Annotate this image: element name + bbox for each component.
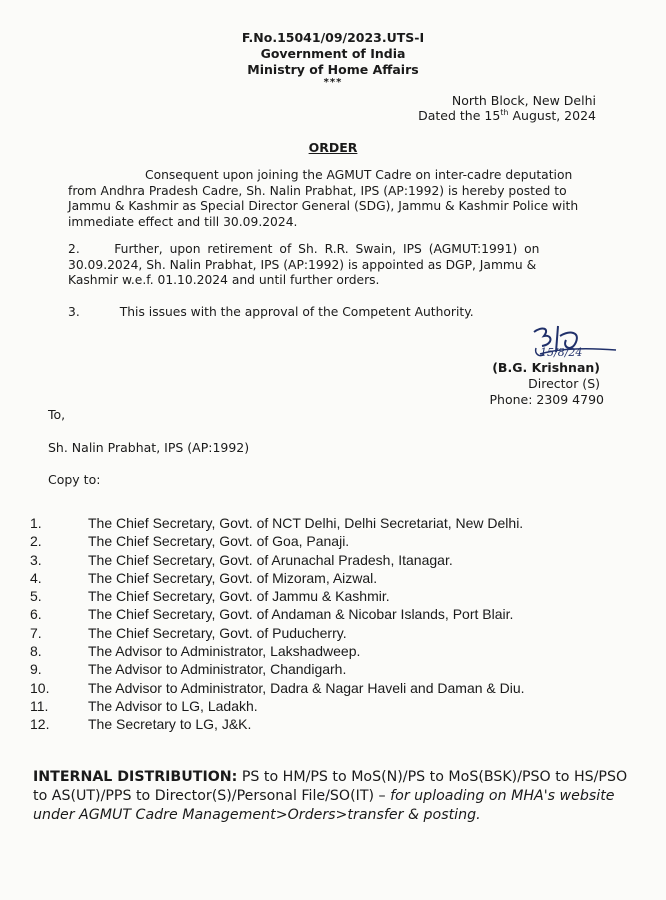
- paragraph-2: 2. Further, upon retirement of Sh. R.R. Swain, IPS (AGMUT:1991) on 30.09.2024, Sh. Nalin Prabhat, IPS (AP:1992) is appointed as DGP, Jammu & Kashmir w.e.f. 01.10.2024 and until further orders.: [68, 242, 540, 287]
- order-title: ORDER: [308, 140, 358, 155]
- file-number: F.No.15041/09/2023.UTS-I: [241, 30, 425, 45]
- copy-to-label: Copy to:: [48, 472, 101, 487]
- order-date: Dated the 15th August, 2024: [418, 108, 596, 124]
- stars-separator: ***: [323, 77, 343, 88]
- addressee: Sh. Nalin Prabhat, IPS (AP:1992): [48, 440, 250, 455]
- paragraph-1: Consequent upon joining the AGMUT Cadre on inter-cadre deputation from Andhra Pradesh Cadre, Sh. Nalin Prabhat, IPS (AP:1992) is hereby posted to Jammu & Kashmir as Special Director General (SDG), Jammu & Kashmir Police with immediate effect and till 30.09.2024.: [68, 168, 579, 229]
- signatory-name: (B.G. Krishnan): [492, 360, 600, 375]
- signature-date: 15/8/24: [540, 346, 583, 359]
- to-label: To,: [48, 407, 66, 422]
- signatory-designation: Director (S): [528, 376, 600, 391]
- signatory-phone: Phone: 2309 4790: [489, 392, 604, 407]
- government-name: Government of India: [260, 46, 406, 61]
- internal-distribution: INTERNAL DISTRIBUTION: PS to HM/PS to MoS(N)/PS to MoS(BSK)/PSO to HS/PSO to AS(UT)/PPS to Director(S)/Personal File/SO(IT) – for uploading on MHA's website under AGMUT Cadre Management>Orders>transfer & posting.: [33, 769, 628, 823]
- ministry-name: Ministry of Home Affairs: [247, 62, 419, 77]
- location: North Block, New Delhi: [451, 93, 596, 108]
- paragraph-3: 3. This issues with the approval of the Competent Authority.: [68, 305, 474, 319]
- order-document: F.No.15041/09/2023.UTS-I Government of India Ministry of Home Affairs *** North Block, New Delhi Dated the 15th August, 2024 ORDER Consequent upon joining the AGMUT Cadre on inter-cadre deputation from Andhra Pradesh Cadre, Sh. Nalin Prabhat, IPS (AP:1992) is hereby posted to Jammu & Kashmir as Special Director General (SDG), Jammu & Kashmir Police with immediate effect and till 30.09.2024. 2. Further, upon retirement of Sh. R.R. Swain, IPS (AGMUT:1991) on 30.09.2024, Sh. Nalin Prabhat, IPS (AP:1992) is appointed as DGP, Jammu & Kashmir w.e.f. 01.10.2024 and until further orders. 3. This issues with the approval of the Competent Authority. 15/8/24 (B.G. Krishnan) Director (S) Phone: 2309 4790 To, Sh. Nalin Prabhat, IPS (AP:1992) Copy to: 1. The Chief Secretary, Govt. of NCT Delhi, Delhi Secretariat, New Delhi. 2. The Chief Secretary, Govt. of Goa, Panaji. 3. The Chief Secretary, Govt. of Arunachal Pradesh, Itanagar. 4. The Chief Secretary, Govt. of Mizoram, Aizwal. 5. The Chief Secretary, Govt. of Jammu & Kashmir. 6. The Chief Secretary, Govt. of Andaman & Nicobar Islands, Port Blair. 7. The Chief Secretary, Govt. of Puducherry. 8. The Advisor to Administrator, Lakshadweep. 9. The Advisor to Administrator, Chandigarh. 10. The Advisor to Administrator, Dadra & Nagar Haveli and Daman & Diu. 11. The Advisor to LG, Ladakh. 12. The Secretary to LG, J&K. INTERNAL DISTRIBUTION: PS to HM/PS to MoS(N)/PS to MoS(BSK)/PSO to HS/PSO to AS(UT)/PPS to Director(S)/Personal File/SO(IT) – for uploading on MHA's website under AGMUT Cadre Management>Orders>transfer & posting.: [0, 0, 666, 900]
